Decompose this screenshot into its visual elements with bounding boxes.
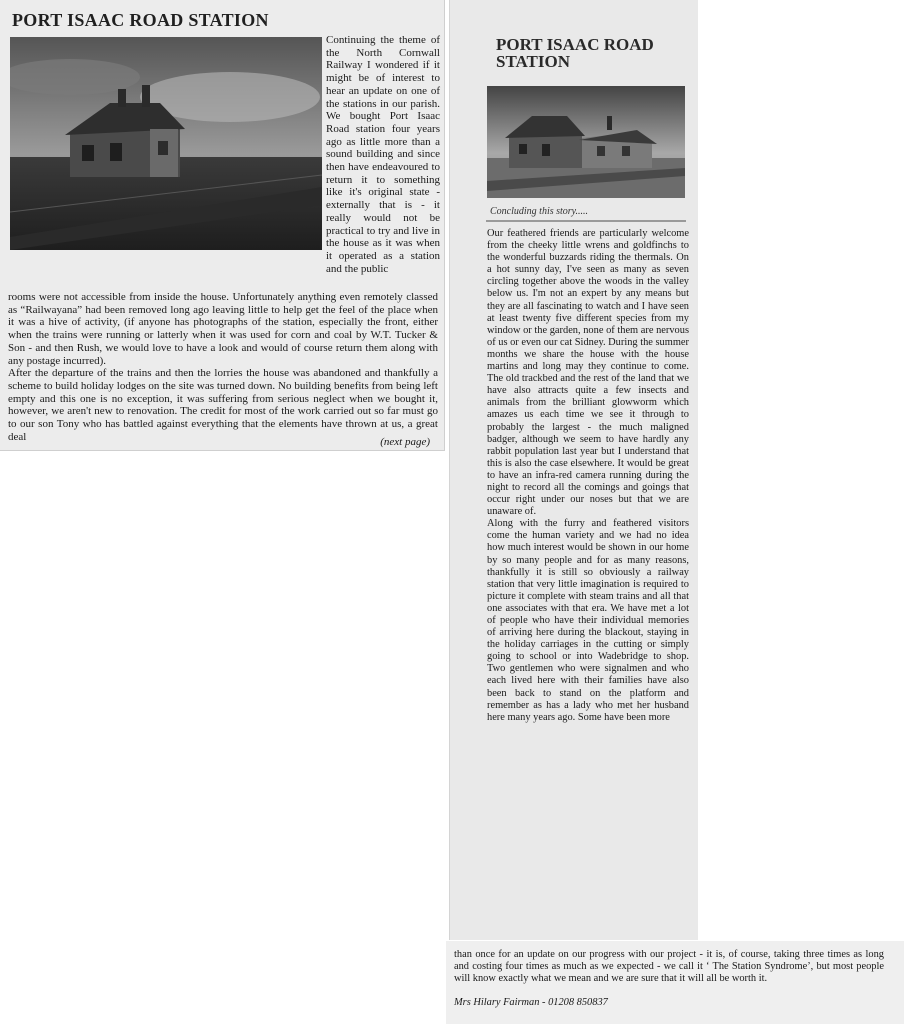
station-photo bbox=[10, 37, 322, 250]
article-title: PORT ISAAC ROAD STATION bbox=[12, 10, 269, 30]
article-body bbox=[8, 291, 438, 443]
next-page-note: (next page) bbox=[380, 436, 430, 448]
article-paragraph: Along with the furry and feathered visitors come the human variety and we had no idea how much interest would be shown in our home by so many people and for as many reasons, thankfully it is still so obviously a railway station that very little imagination is required to picture it complete with steam trains and all that one associates with that era. We have met a lot of people who have their individual memories of arriving here during the blackout, staying in the holiday carriages in the cutting or simply going to school or into Wadebridge to shop. Two gentlemen who were signalmen and who each lived here with their families have also been back to stand on the platform and remember as has a lady who met her husband here many years ago. Some have been more bbox=[487, 518, 689, 723]
article-body bbox=[487, 228, 689, 724]
divider bbox=[486, 220, 686, 222]
author-signature: Mrs Hilary Fairman - 01208 850837 bbox=[454, 997, 608, 1008]
article-clipping-right bbox=[449, 0, 698, 940]
article-caption: Concluding this story..... bbox=[490, 206, 589, 217]
station-photo-drawing bbox=[10, 37, 322, 250]
article-paragraph: Our feathered friends are particularly welcome from the cheeky little wrens and goldfinchs to the wonderful buzzards riding the thermals. On a hot sunny day, I've seen as many as seven circling together above the woods in the valley below us. I'm not an expert by any means but they are all fascinating to watch and I have seen at least twenty five different species from my window or the garden, none of them are nervous of us or even our cat Sidney. During the summer months we share the house with the house martins and long may they continue to come. The old trackbed and the rest of the land that we have also attracts quite a few insects and animals from the brilliant glowworm which amazes us each time we see it through to probably the largest - the much maligned badger, although we seem to have hardly any rabbit population last year but I understand that this is also the case elsewhere. It would be great to have an infra-red camera running during the night to record all the comings and goings that occur right under our noses but that we are unaware of. bbox=[487, 228, 689, 518]
article-paragraph: rooms were not accessible from inside the house. Unfortunately anything even remotely classed as “Railwayana” had been removed long ago leaving little to help get the feel of the place when it was a hive of activity, (if anyone has photographs of the station, especially the front, either when the trains were running or latterly when it was used for corn and coal by W.T. Tucker & Son - and then Rush, we would love to have a look and would of course return them along with any postage incurred). bbox=[8, 291, 438, 367]
station-photo bbox=[487, 86, 685, 198]
article-paragraph: After the departure of the trains and then the lorries the house was abandoned and thankfully a scheme to build holiday lodges on the site was turned down. No building benefits from being left empty and this one is no exception, it was suffering from serious neglect when we bought it, however, we aren't new to renovation. The credit for most of the work carried out so far must go to our son Tony who has battled against everything that the elements have thrown at us, a great deal bbox=[8, 367, 438, 443]
article-clipping-bottom bbox=[446, 941, 904, 1024]
article-body: than once for an update on our progress with our project - it is, of course, taking three times as long and costing four times as much as we expected - we call it ‘ The Station Syndrome’, but most people will know exactly what we mean and we are sure that it will all be worth it. bbox=[454, 949, 884, 985]
station-photo-drawing bbox=[487, 86, 685, 198]
article-side-text: Continuing the theme of the North Cornwall Railway I wondered if it might be of interest to hear an update on one of the stations in our parish. We bought Port Isaac Road station four years ago as little more than a sound building and since then have endeavoured to return it to something like it's original state - externally that is - it really would not be practical to try and live in the house as it was when it operated as a station and the public bbox=[326, 34, 440, 275]
article-title: PORT ISAAC ROAD STATION bbox=[496, 35, 654, 71]
article-clipping-left bbox=[0, 0, 445, 451]
